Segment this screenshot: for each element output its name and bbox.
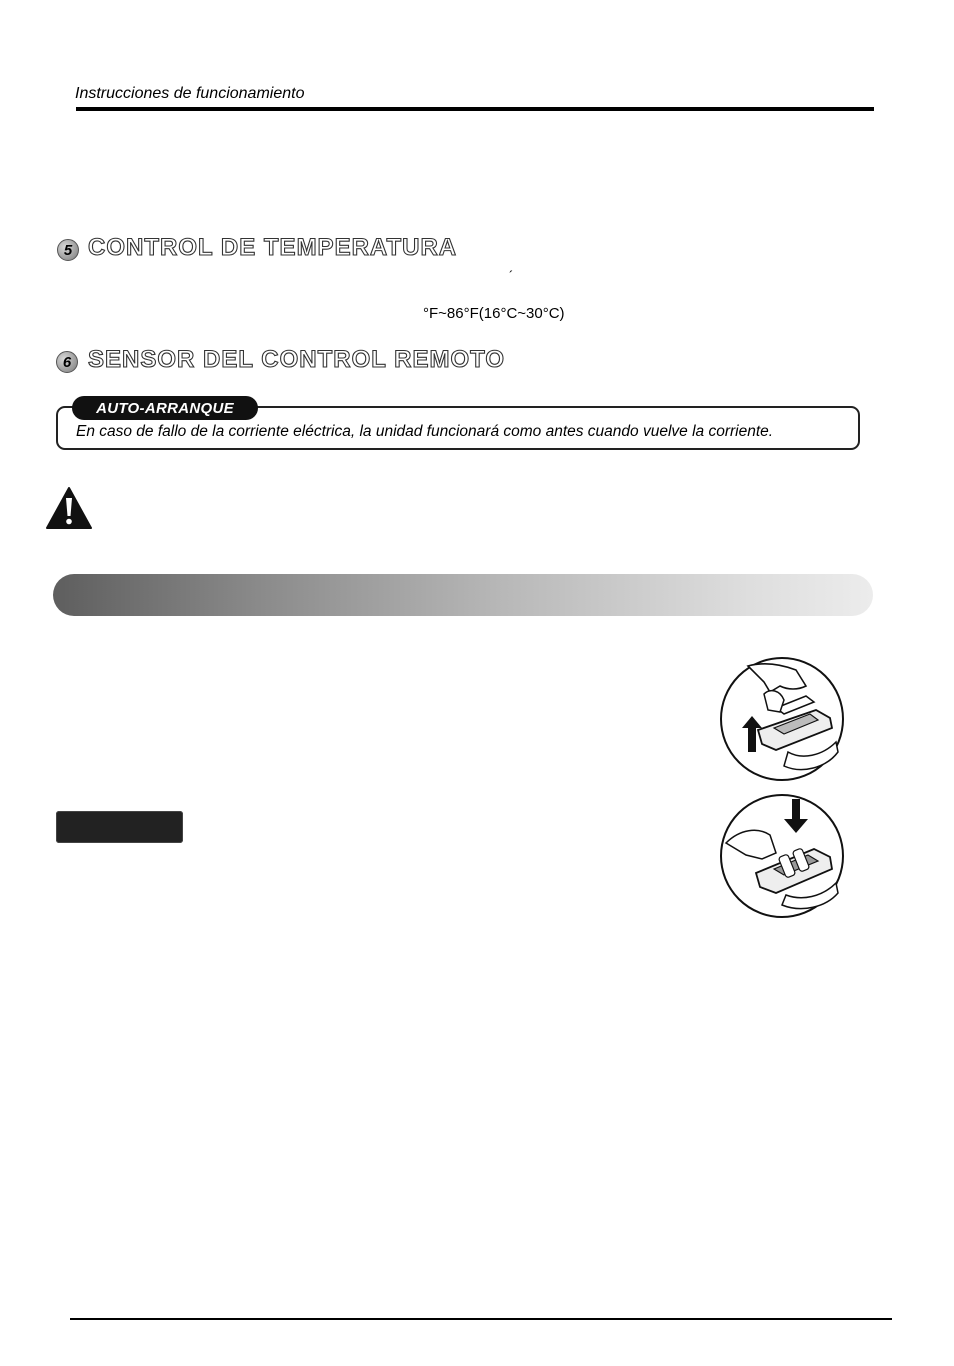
section-5-title: CONTROL DE TEMPERATURA <box>88 234 458 261</box>
header-title: Instrucciones de funcionamiento <box>75 85 305 102</box>
dark-label-pill <box>56 811 183 843</box>
remote-battery-insert-illustration <box>718 793 846 924</box>
section-5-accent-mark: ´ <box>509 268 514 283</box>
section-6-number-badge: 6 <box>56 351 78 373</box>
auto-restart-label: AUTO-ARRANQUE <box>72 396 258 420</box>
header-rule <box>76 107 874 111</box>
section-6-title: SENSOR DEL CONTROL REMOTO <box>88 346 506 373</box>
footer-rule <box>70 1318 892 1320</box>
section-header-bar <box>53 574 873 616</box>
auto-restart-text: En caso de fallo de la corriente eléctrica, la unidad funcionará como antes cuando vuelve la corriente. <box>76 423 774 440</box>
section-5-number-badge: 5 <box>57 239 79 261</box>
temperature-range-text: °F~86°F(16°C~30°C) <box>423 305 565 322</box>
remote-battery-open-illustration <box>718 656 846 787</box>
warning-triangle-icon <box>45 486 93 535</box>
